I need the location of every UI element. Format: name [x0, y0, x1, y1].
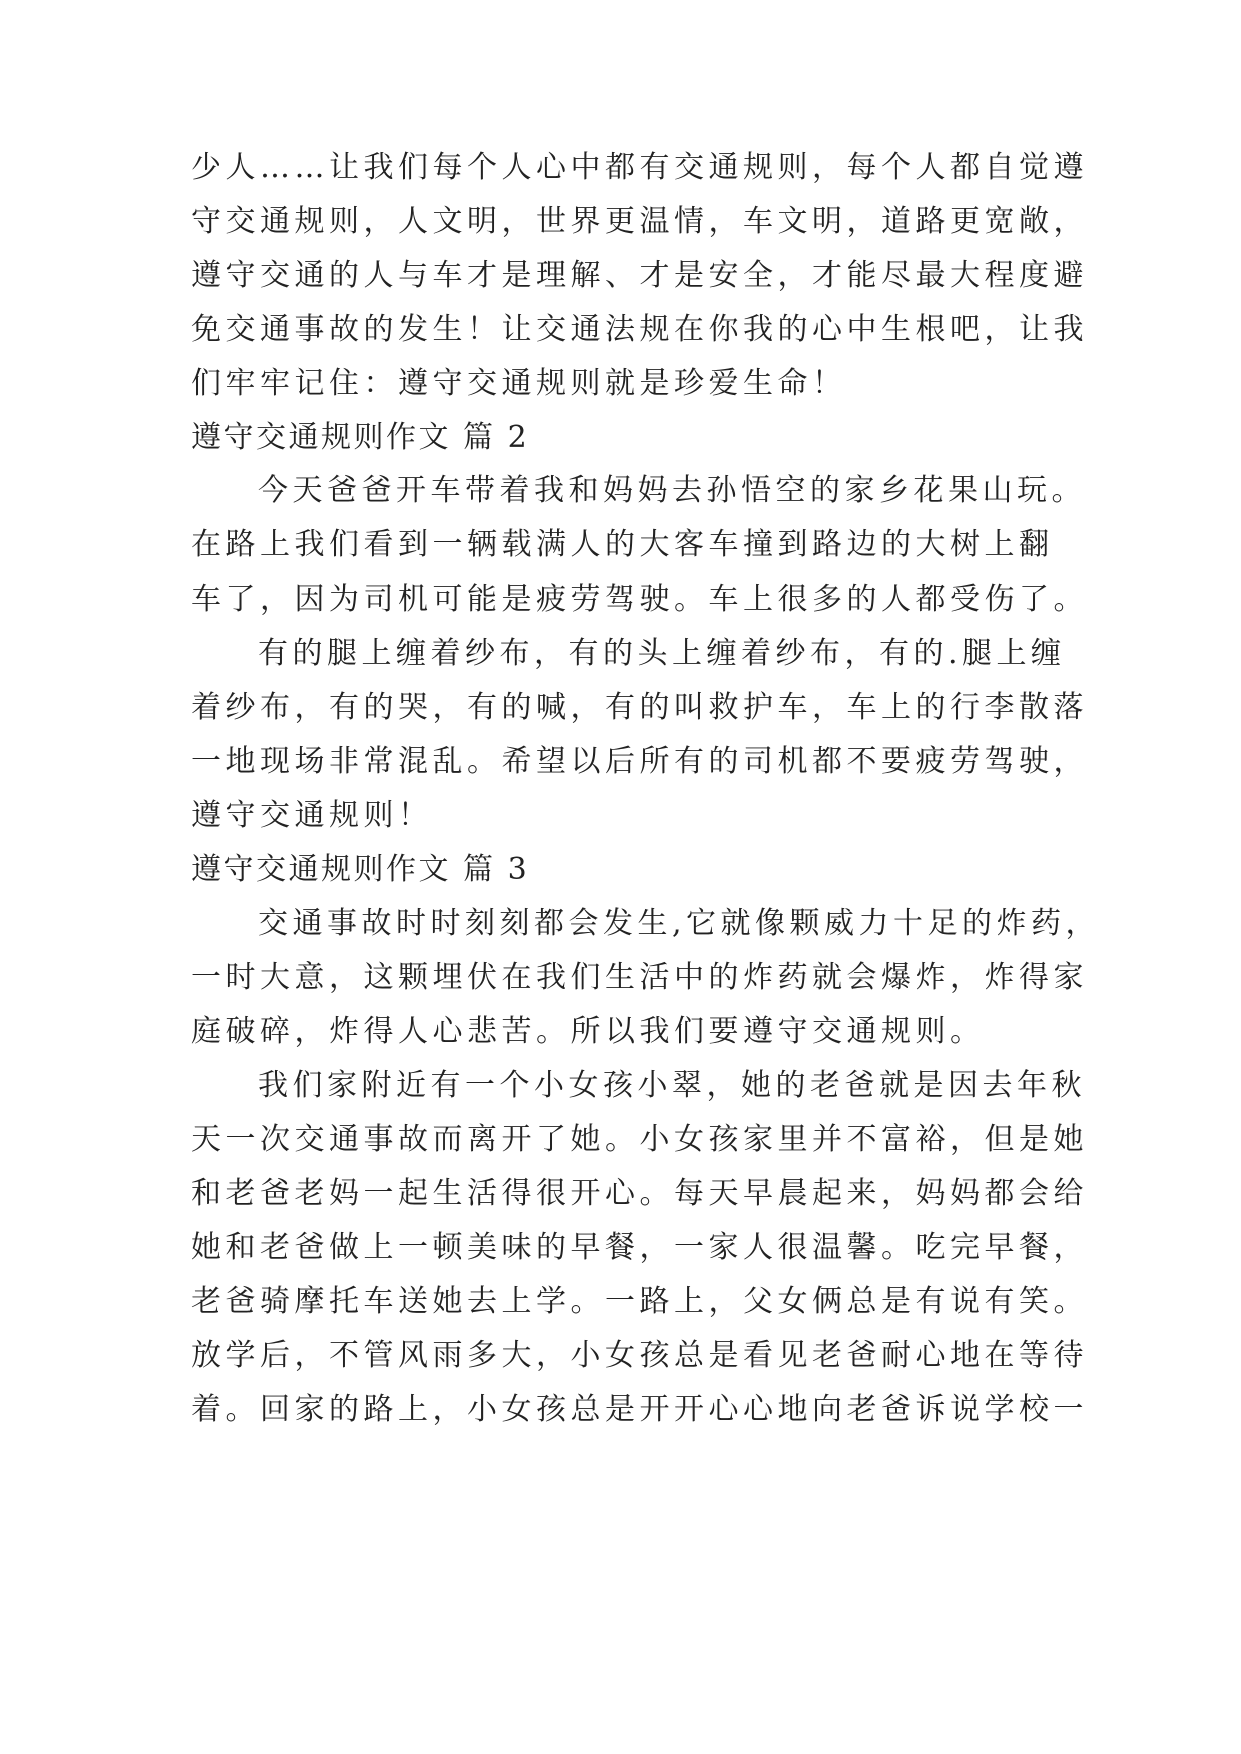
- text-line: 她和老爸做上一顿美味的早餐，一家人很温馨。吃完早餐，: [191, 1230, 1088, 1265]
- text-line: 我们家附近有一个小女孩小翠，她的老爸就是因去年秋: [258, 1068, 1086, 1103]
- text-line: 遵守交通的人与车才是理解、才是安全，才能尽最大程度避: [191, 258, 1088, 293]
- section-heading-3: 遵守交通规则作文 篇 3: [191, 852, 530, 887]
- text-line: 着纱布，有的哭，有的喊，有的叫救护车，车上的行李散落: [191, 690, 1088, 725]
- text-line: 守交通规则，人文明，世界更温情，车文明，道路更宽敞，: [191, 204, 1088, 239]
- text-line: 庭破碎，炸得人心悲苦。所以我们要遵守交通规则。: [191, 1014, 985, 1049]
- text-line: 有的腿上缠着纱布，有的头上缠着纱布，有的.腿上缠: [258, 636, 1066, 671]
- text-line: 车了，因为司机可能是疲劳驾驶。车上很多的人都受伤了。: [191, 582, 1088, 617]
- text-line: 们牢牢记住：遵守交通规则就是珍爱生命！: [191, 366, 847, 401]
- text-line: 老爸骑摩托车送她去上学。一路上，父女俩总是有说有笑。: [191, 1284, 1088, 1319]
- text-line: 交通事故时时刻刻都会发生,它就像颗威力十足的炸药，: [258, 906, 1101, 941]
- text-line: 和老爸老妈一起生活得很开心。每天早晨起来，妈妈都会给: [191, 1176, 1088, 1211]
- section-heading-2: 遵守交通规则作文 篇 2: [191, 420, 530, 455]
- text-line: 着。回家的路上，小女孩总是开开心心地向老爸诉说学校一: [191, 1392, 1088, 1427]
- text-line: 一地现场非常混乱。希望以后所有的司机都不要疲劳驾驶，: [191, 744, 1088, 779]
- text-line: 免交通事故的发生！让交通法规在你我的心中生根吧，让我: [191, 312, 1088, 347]
- text-line: 放学后，不管风雨多大，小女孩总是看见老爸耐心地在等待: [191, 1338, 1088, 1373]
- text-line: 少人……让我们每个人心中都有交通规则，每个人都自觉遵: [191, 150, 1088, 185]
- text-line: 在路上我们看到一辆载满人的大客车撞到路边的大树上翻: [191, 527, 1054, 562]
- text-line: 遵守交通规则！: [191, 798, 433, 833]
- text-line: 今天爸爸开车带着我和妈妈去孙悟空的家乡花果山玩。: [258, 473, 1086, 508]
- text-line: 一时大意，这颗埋伏在我们生活中的炸药就会爆炸，炸得家: [191, 960, 1088, 995]
- text-line: 天一次交通事故而离开了她。小女孩家里并不富裕，但是她: [191, 1122, 1088, 1157]
